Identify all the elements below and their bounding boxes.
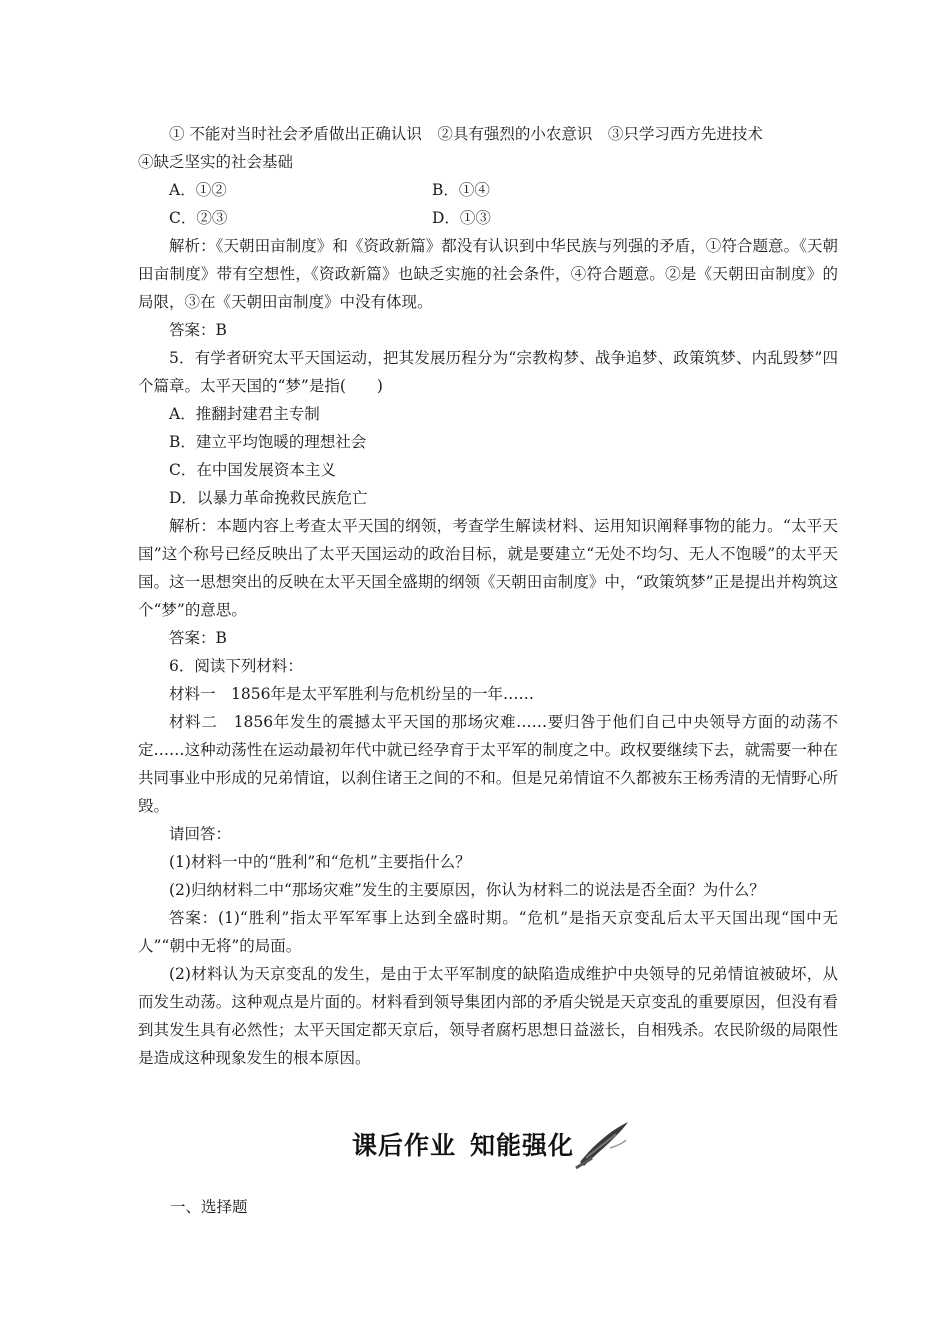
q5-option-d: D．以暴力革命挽救民族危亡 xyxy=(169,489,368,507)
question-content xyxy=(138,120,838,1072)
q5-option-a: A．推翻封建君主专制 xyxy=(169,405,320,423)
q6-stem: 6．阅读下列材料： xyxy=(169,657,303,675)
q4-analysis: 解析：《天朝田亩制度》和《资政新篇》都没有认识到中华民族与列强的矛盾，①符合题意。《天朝田亩制度》带有空想性，《资政新篇》也缺乏实施的社会条件，④符合题意。②是《天朝田亩制度》的局限，③在《天朝田亩制度》中没有体现。 xyxy=(138,237,838,311)
q5-analysis: 解析：本题内容上考查太平天国的纲领，考查学生解读材料、运用知识阐释事物的能力。“太平天国”这个称号已经反映出了太平天国运动的政治目标，就是要建立“无处不均匀、无人不饱暖”的太平天国。这一思想突出的反映在太平天国全盛期的纲领《天朝田亩制度》中，“政策筑梦”正是提出并构筑这个“梦”的意思。 xyxy=(138,517,838,619)
banner-title-left: 课后作业 xyxy=(352,1131,457,1160)
q6-material2: 材料二 1856年发生的震撼太平天国的那场灾难……要归咎于他们自己中央领导方面的动荡不定……这种动荡性在运动最初年代中就已经孕育于太平军的制度之中。政权要继续下去，就需要一种在共同事业中形成的兄弟情谊，以刹住诸王之间的不和。但是兄弟情谊不久都被东王杨秀清的无情野心所毁。 xyxy=(138,713,838,815)
q4-options-row2 xyxy=(138,204,838,232)
banner-title xyxy=(352,1126,574,1162)
q4-options-row1 xyxy=(138,176,838,204)
q5-option-c: C．在中国发展资本主义 xyxy=(169,461,336,479)
q4-stem-line1: ① 不能对当时社会矛盾做出正确认识 ②具有强烈的小农意识 ③只学习西方先进技术 xyxy=(169,125,763,143)
q4-stem-line2: ④缺乏坚实的社会基础 xyxy=(138,153,294,171)
q6-sub-question-2: (2)归纳材料二中“那场灾难”发生的主要原因，你认为材料二的说法是否全面？为什么？ xyxy=(169,881,765,899)
q5-option-b: B．建立平均饱暖的理想社会 xyxy=(169,433,367,451)
q4-answer: 答案：B xyxy=(169,321,227,339)
section-heading: 一、选择题 xyxy=(170,1198,248,1216)
q6-answer-1: 答案：(1)“胜利”指太平军军事上达到全盛时期。“危机”是指天京变乱后太平天国出现“国中无人”“朝中无将”的局面。 xyxy=(138,909,838,955)
brush-stroke-icon xyxy=(574,1118,632,1170)
banner-title-right: 知能强化 xyxy=(470,1131,575,1160)
section-banner xyxy=(352,1118,632,1170)
q4-option-c: C．②③ xyxy=(169,209,228,227)
q5-stem: 5．有学者研究太平天国运动，把其发展历程分为“宗教构梦、战争追梦、政策筑梦、内乱毁梦”四个篇章。太平天国的“梦”是指( ) xyxy=(138,349,838,395)
q6-answer-2: (2)材料认为天京变乱的发生，是由于太平军制度的缺陷造成维护中央领导的兄弟情谊被破坏，从而发生动荡。这种观点是片面的。材料看到领导集团内部的矛盾尖锐是天京变乱的重要原因，但没有看到其发生具有必然性；太平天国定都天京后，领导者腐朽思想日益滋长，自相残杀。农民阶级的局限性是造成这种现象发生的根本原因。 xyxy=(138,965,838,1067)
q4-option-a: A．①② xyxy=(169,181,227,199)
q4-option-b: B．①④ xyxy=(432,181,490,199)
q5-answer: 答案：B xyxy=(169,629,227,647)
q4-option-d: D．①③ xyxy=(432,209,491,227)
q6-prompt: 请回答： xyxy=(169,825,232,843)
q6-sub-question-1: (1)材料一中的“胜利”和“危机”主要指什么？ xyxy=(169,853,471,871)
q6-material1: 材料一 1856年是太平军胜利与危机纷呈的一年…… xyxy=(169,685,534,703)
